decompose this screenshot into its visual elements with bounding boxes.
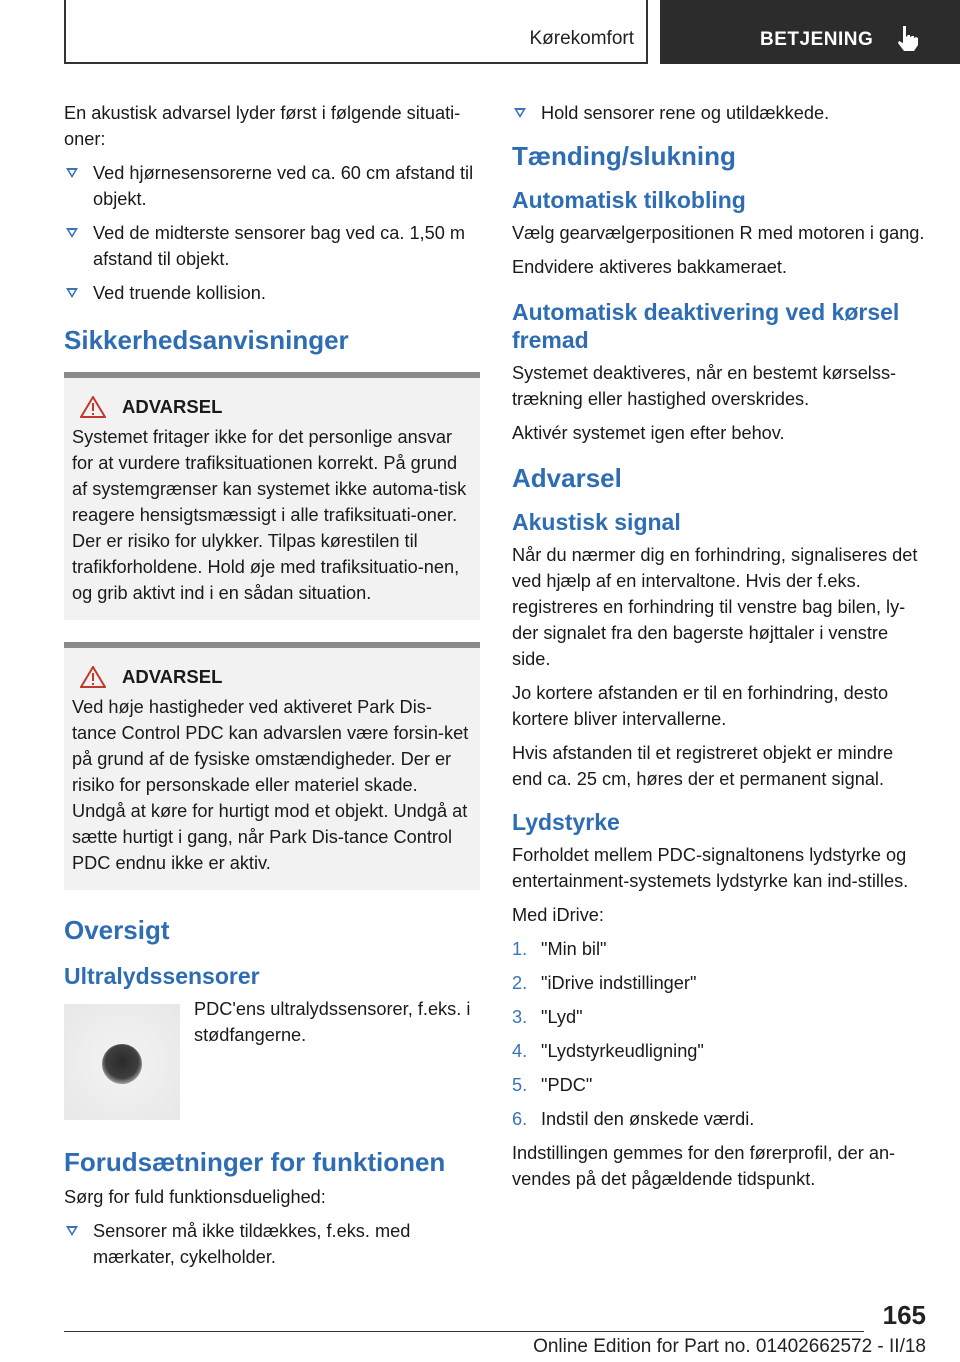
step-number: 4.	[512, 1041, 528, 1061]
sensors-heading: Ultralydssensorer	[64, 963, 260, 989]
idrive-text: Med iDrive:	[512, 905, 604, 925]
step-number: 1.	[512, 939, 528, 959]
acoustic-heading: Akustisk signal	[512, 509, 681, 535]
bullet-triangle-icon	[66, 288, 78, 298]
list-item	[64, 1218, 480, 1270]
step-item	[512, 1072, 928, 1098]
bullet-triangle-icon	[66, 168, 78, 178]
step-item	[512, 1106, 928, 1132]
step-text: Indstil den ønskede værdi.	[541, 1109, 755, 1129]
step-text: "Lydstyrkeudligning"	[541, 1041, 704, 1061]
warning-triangle-icon	[80, 666, 106, 688]
left-column	[64, 100, 480, 1278]
prereq-heading: Forudsætninger for funktionen	[64, 1147, 446, 1177]
warning-text: Systemet fritager ikke for det personlige ansvar for at vurdere trafiksituationen korrekt. På grund af systemgrænser kan systemet ikke automa-tisk reagere hensigtsmæssigt i alle trafiksituati-oner. Der er risiko for ulykker. Tilpas kørestilen til trafikforholdene. Hold øje med trafiksituatio-nen, og grib aktivt ind i en sådan situation.	[72, 427, 467, 603]
sensor-icon	[102, 1044, 142, 1084]
step-number: 3.	[512, 1007, 528, 1027]
volume-heading: Lydstyrke	[512, 809, 620, 835]
closing-text: Indstillingen gemmes for den førerprofil, der an-vendes på det pågældende tidspunkt.	[512, 1143, 896, 1189]
sensor-image	[64, 1004, 180, 1120]
bullet-triangle-icon	[66, 1226, 78, 1236]
overview-heading: Oversigt	[64, 915, 170, 945]
list-item-text: Sensorer må ikke tildækkes, f.eks. med mærkater, cykelholder.	[93, 1221, 411, 1267]
warning-box	[64, 642, 480, 890]
step-text: "iDrive indstillinger"	[541, 973, 697, 993]
warning-heading: Advarsel	[512, 463, 622, 493]
step-number: 5.	[512, 1075, 528, 1095]
prereq-text: Sørg for fuld funktionsduelighed:	[64, 1187, 326, 1207]
onoff-heading: Tænding/slukning	[512, 141, 736, 171]
step-item	[512, 1038, 928, 1064]
warning-title	[80, 666, 472, 688]
step-number: 2.	[512, 973, 528, 993]
acoustic-text: Jo kortere afstanden er til en forhindring, desto kortere bliver intervallerne.	[512, 683, 889, 729]
list-item-text: Ved de midterste sensorer bag ved ca. 1,50 m afstand til objekt.	[93, 223, 466, 269]
acoustic-text: Hvis afstanden til et registreret objekt er mindre end ca. 25 cm, høres der et permanent signal.	[512, 743, 894, 789]
auto-on-heading: Automatisk tilkobling	[512, 187, 746, 213]
chapter-title: BETJENING	[760, 29, 874, 50]
page-number: 165	[882, 1300, 926, 1330]
list-item	[64, 160, 480, 212]
bullet-triangle-icon	[514, 108, 526, 118]
step-item	[512, 970, 928, 996]
bullet-triangle-icon	[66, 228, 78, 238]
list-item-text: Ved hjørnesensorerne ved ca. 60 cm afstand til objekt.	[93, 163, 474, 209]
acoustic-text: Når du nærmer dig en forhindring, signaliseres det ved hjælp af en intervaltone. Hvis der f.eks. registreres en forhindring til venstre bag bilen, ly-der signalet fra den bagerste højttaler i venstre side.	[512, 545, 918, 669]
safety-heading: Sikkerhedsanvisninger	[64, 325, 349, 355]
auto-off-text: Systemet deaktiveres, når en bestemt kørselss-trækning eller hastighed overskrides.	[512, 363, 897, 409]
intro-text: En akustisk advarsel lyder først i følgende situati- oner:	[64, 103, 461, 149]
warning-box	[64, 372, 480, 620]
step-text: "PDC"	[541, 1075, 593, 1095]
auto-on-text2: Endvidere aktiveres bakkameraet.	[512, 257, 787, 277]
sensor-block	[64, 996, 480, 1120]
right-column	[512, 100, 928, 1200]
header-chapter-box	[660, 0, 960, 64]
auto-off-text2: Aktivér systemet igen efter behov.	[512, 423, 785, 443]
list-item	[512, 100, 928, 126]
step-item	[512, 1004, 928, 1030]
list-item	[64, 280, 480, 306]
section-title: Kørekomfort	[529, 28, 634, 49]
auto-off-heading: Automatisk deaktivering ved kørsel fremad	[512, 299, 900, 353]
hand-pointer-icon	[894, 24, 920, 52]
warning-title	[80, 396, 472, 418]
list-item	[64, 220, 480, 272]
warning-triangle-icon	[80, 396, 106, 418]
step-number: 6.	[512, 1109, 528, 1129]
volume-text: Forholdet mellem PDC-signaltonens lydstyrke og entertainment-systemets lydstyrke kan ind-stilles.	[512, 845, 909, 891]
warning-text: Ved høje hastigheder ved aktiveret Park Dis-tance Control PDC kan advarslen være forsin-ket på grund af de fysiske omstændigheder. Der er risiko for personskade eller materiel skade. Undgå at køre for hurtigt mod et objekt. Undgå at sætte hurtigt i gang, når Park Dis-tance Control PDC endnu ikke er aktiv.	[72, 697, 469, 873]
step-text: "Min bil"	[541, 939, 607, 959]
list-item-text: Hold sensorer rene og utildækkede.	[541, 103, 830, 123]
sensors-text: PDC'ens ultralydssensorer, f.eks. i stødfangerne.	[194, 999, 471, 1045]
warning-label: ADVARSEL	[122, 666, 223, 687]
footer-divider	[64, 1331, 864, 1332]
step-text: "Lyd"	[541, 1007, 583, 1027]
auto-on-text: Vælg gearvælgerpositionen R med motoren i gang.	[512, 223, 925, 243]
edition-text: Online Edition for Part no. 01402662572 - II/18	[533, 1336, 926, 1357]
list-item-text: Ved truende kollision.	[93, 283, 266, 303]
header-section-box	[64, 0, 648, 64]
warning-label: ADVARSEL	[122, 396, 223, 417]
step-item	[512, 936, 928, 962]
